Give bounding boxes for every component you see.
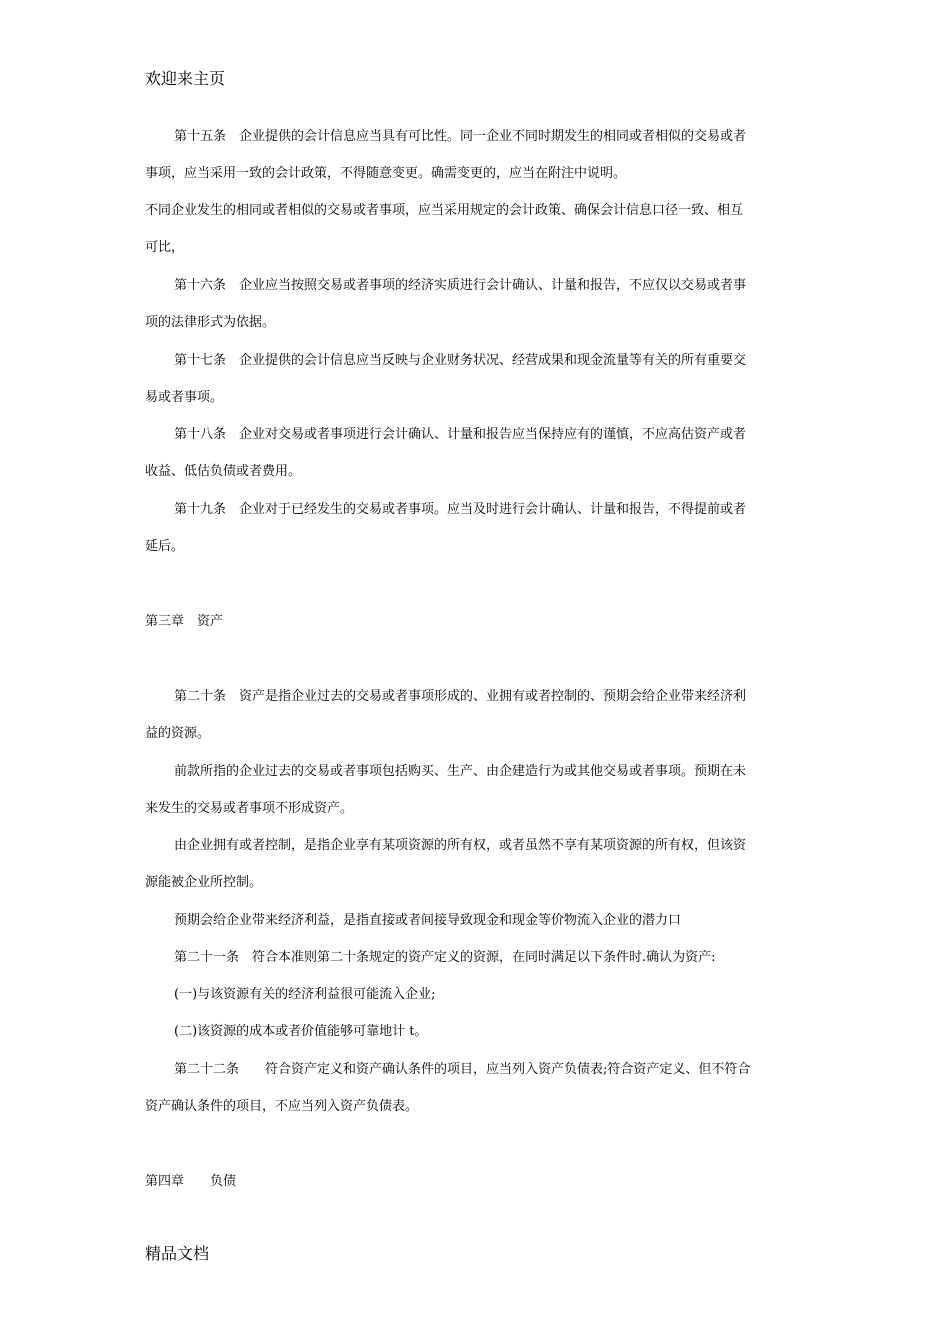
- text-line: 益的资源。: [145, 726, 211, 741]
- text-line: 前款所指的企业过去的交易或者事项包括购买、生产、由企建造行为或其他交易或者事项。预期在未: [174, 764, 747, 779]
- text-line: 第十七条 企业提供的会计信息应当反映与企业财务状况、经营成果和现金流量等有关的所有重要交: [174, 353, 747, 368]
- text-line: 项的法律形式为依据。: [145, 315, 276, 330]
- text-line: 第二十条 资产是指企业过去的交易或者事项形成的、业拥有或者控制的、预期会给企业带来经济利: [174, 689, 747, 704]
- text-line: 不同企业发生的相同或者相似的交易或者事项，应当采用规定的会计政策、确保会计信息口径一致、相互: [145, 203, 744, 218]
- text-line: 第十九条 企业对于已经发生的交易或者事项。应当及时进行会计确认、计量和报告，不得提前或者: [174, 502, 747, 517]
- text-line: 第二十二条 符合资产定义和资产确认条件的项目，应当列入资产负债表;符合资产定义、但不符合: [174, 1062, 751, 1077]
- text-line: 源能被企业所控制。: [145, 875, 263, 890]
- text-line: 延后。: [145, 539, 185, 554]
- text-line: 事项，应当采用一致的会计政策，不得随意变更。确需变更的，应当在附注中说明。: [145, 166, 627, 181]
- text-line: 第十六条 企业应当按照交易或者事项的经济实质进行会计确认、计量和报告，不应仅以交易或者事: [174, 278, 747, 293]
- chapter-heading: 第四章 负债: [145, 1174, 237, 1189]
- text-line: 易或者事项。: [145, 390, 224, 405]
- page-footer: 精品文档: [145, 1244, 210, 1263]
- text-line: 可比，: [145, 240, 185, 255]
- text-line: 第二十一条 符合本准则第二十条规定的资产定义的资源，在同时满足以下条件时.确认为资产:: [174, 950, 716, 965]
- text-line: 来发生的交易或者事项不形成资产。: [145, 801, 354, 816]
- text-line: 预期会给企业带来经济利益，是指直接或者间接导致现金和现金等价物流入企业的潜力口: [174, 913, 682, 928]
- text-line: 收益、低估负债或者费用。: [145, 464, 302, 479]
- text-line: (一)与该资源有关的经济利益很可能流入企业;: [174, 987, 436, 1002]
- text-line: 第十五条 企业提供的会计信息应当具有可比性。同一企业不同时期发生的相同或者相似的交易或者: [174, 129, 747, 144]
- chapter-heading: 第三章 资产: [145, 614, 224, 629]
- text-line: (二)该资源的成本或者价值能够可靠地计 t。: [174, 1024, 428, 1039]
- text-line: 第十八条 企业对交易或者事项进行会计确认、计量和报告应当保持应有的谨慎，不应高估资产或者: [174, 427, 747, 442]
- page-header: 欢迎来主页: [145, 69, 226, 88]
- text-line: 资产确认条件的项目，不应当列入资产负债表。: [145, 1099, 419, 1114]
- text-line: 由企业拥有或者控制，是指企业享有某项资源的所有权，或者虽然不享有某项资源的所有权，但该资: [174, 838, 747, 853]
